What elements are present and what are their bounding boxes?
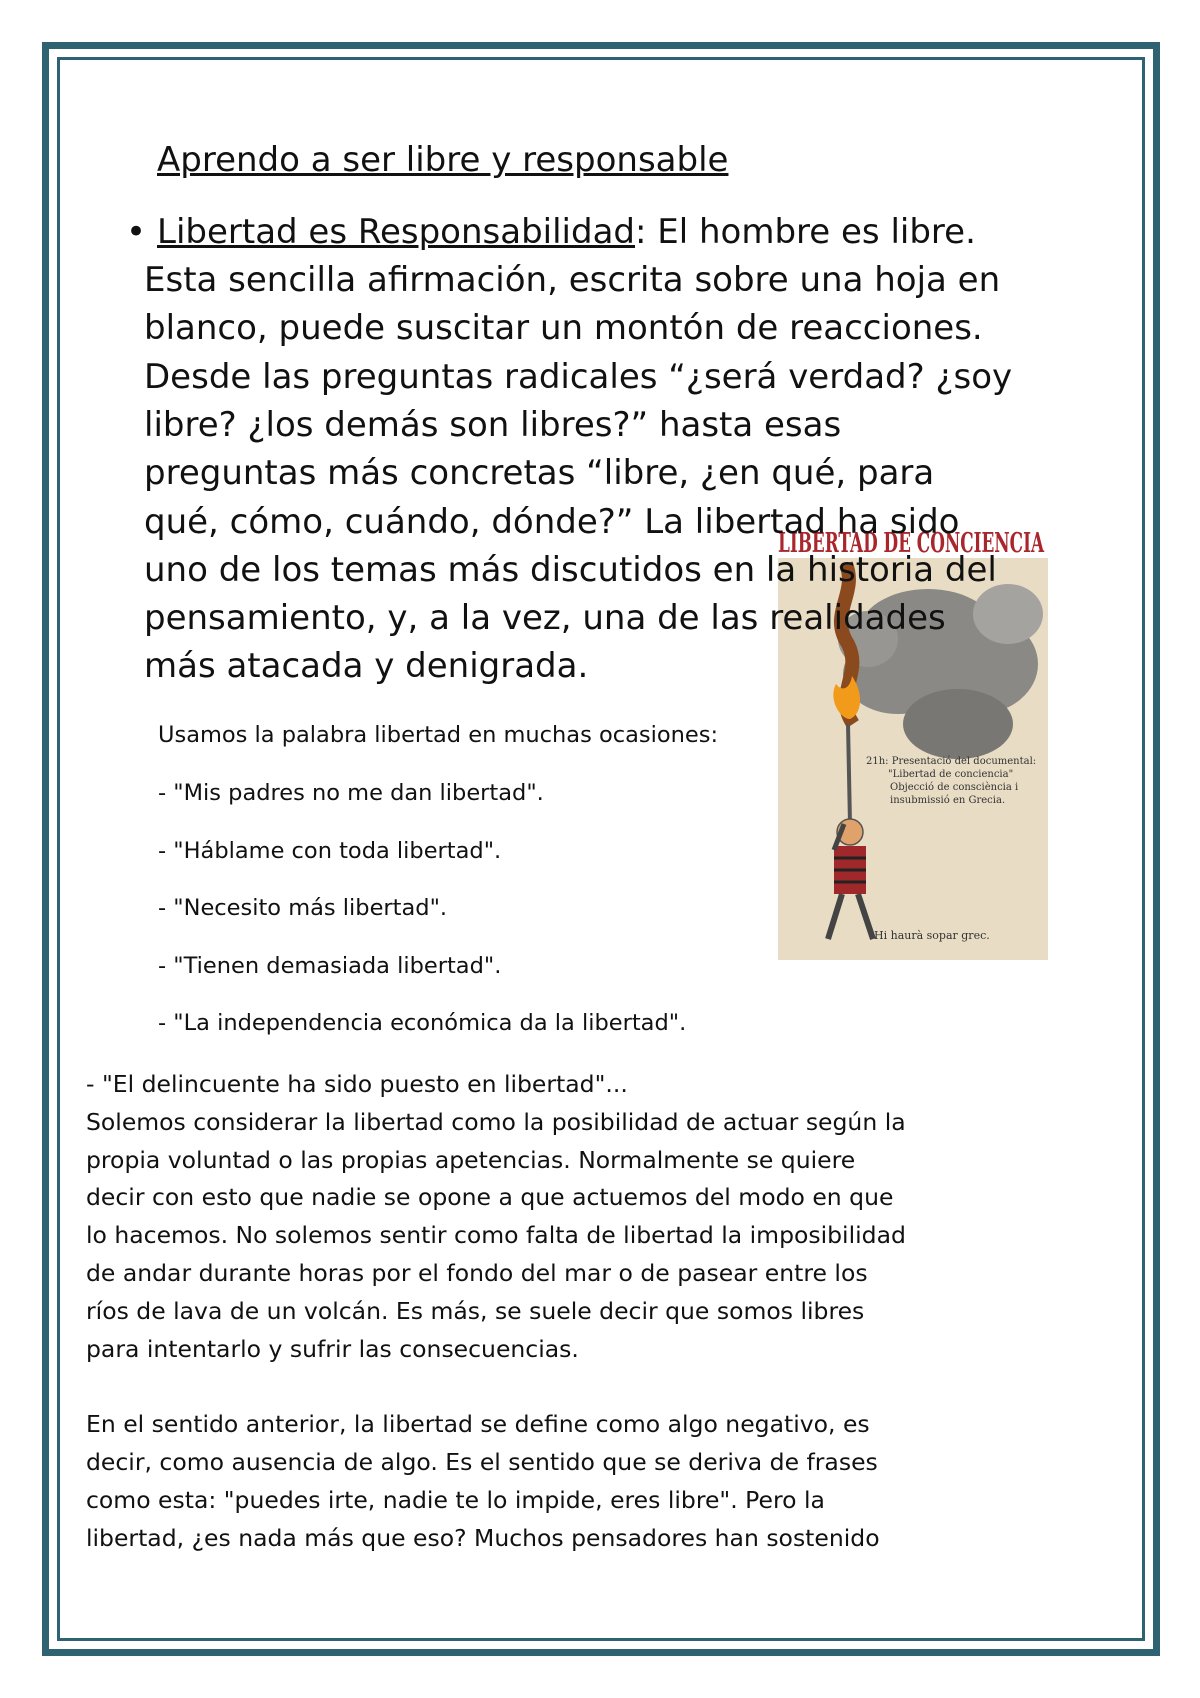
body-line: lo hacemos. No solemos sentir como falta de libertad la imposibilidad [86, 1221, 906, 1250]
example-item: - "La independencia económica da la libertad". [158, 1010, 687, 1036]
poster-footer: Hi haurà sopar grec. [874, 929, 990, 942]
body-line: Solemos considerar la libertad como la posibilidad de actuar según la [86, 1107, 906, 1136]
paragraph-line: pensamiento, y, a la vez, una de las realidades [144, 598, 946, 639]
section-first-line-rest: : El hombre es libre. [635, 212, 976, 252]
body-line: decir, como ausencia de algo. Es el sentido que se deriva de frases [86, 1448, 878, 1476]
example-item: - "Tienen demasiada libertad". [158, 952, 502, 979]
body-line: ríos de lava de un volcán. Es más, se suele decir que somos libres [86, 1296, 865, 1325]
section-term: Libertad es Responsabilidad [157, 212, 635, 252]
paragraph-line: libre? ¿los demás son libres?” hasta esas [144, 404, 842, 445]
paragraph-line: Esta sencilla afirmación, escrita sobre una hoja en [144, 260, 1001, 300]
poster-caption-line-4: insubmissió en Grecia. [890, 795, 1006, 806]
examples-intro: Usamos la palabra libertad en muchas ocasiones: [158, 722, 719, 748]
bullet-marker: • [126, 212, 147, 252]
body-line: como esta: "puedes irte, nadie te lo impide, eres libre". Pero la [86, 1485, 825, 1514]
poster-caption-line-2: "Libertad de conciencia" [888, 769, 1014, 780]
example-item: - "Necesito más libertad". [158, 895, 448, 921]
paragraph-line: Desde las preguntas radicales “¿será verdad? ¿soy [144, 356, 1013, 397]
body-line: libertad, ¿es nada más que eso? Muchos pensadores han sostenido [86, 1523, 880, 1552]
paragraph-line: blanco, puede suscitar un montón de reacciones. [144, 308, 983, 349]
example-item: - "Mis padres no me dan libertad". [158, 780, 544, 806]
page-title: Aprendo a ser libre y responsable [157, 140, 729, 180]
body-line: de andar durante horas por el fondo del mar o de pasear entre los [86, 1259, 868, 1287]
poster-title: LIBERTAD DE CONCIENCIA [778, 528, 1045, 559]
poster-caption-line-3: Objecció de consciència i [890, 782, 1019, 793]
section-first-line [157, 212, 976, 252]
paragraph-line: qué, cómo, cuándo, dónde?” La libertad ha sido [144, 501, 960, 542]
paragraph-line: más atacada y denigrada. [144, 646, 589, 687]
body-line: propia voluntad o las propias apetencias. Normalmente se quiere [86, 1145, 856, 1174]
example-item: - "Háblame con toda libertad". [158, 837, 502, 864]
paragraph-line: uno de los temas más discutidos en la historia del [144, 549, 997, 590]
paragraph-line: preguntas más concretas “libre, ¿en qué, para [144, 453, 935, 494]
body-line: - "El delincuente ha sido puesto en libertad"... [86, 1070, 628, 1098]
body-line: decir con esto que nadie se opone a que actuemos del modo en que [86, 1183, 894, 1212]
poster-caption-line-1: 21h: Presentació del documental: [866, 756, 1037, 767]
body-line: En el sentido anterior, la libertad se define como algo negativo, es [86, 1410, 870, 1439]
body-line: para intentarlo y sufrir las consecuencias. [86, 1334, 579, 1363]
